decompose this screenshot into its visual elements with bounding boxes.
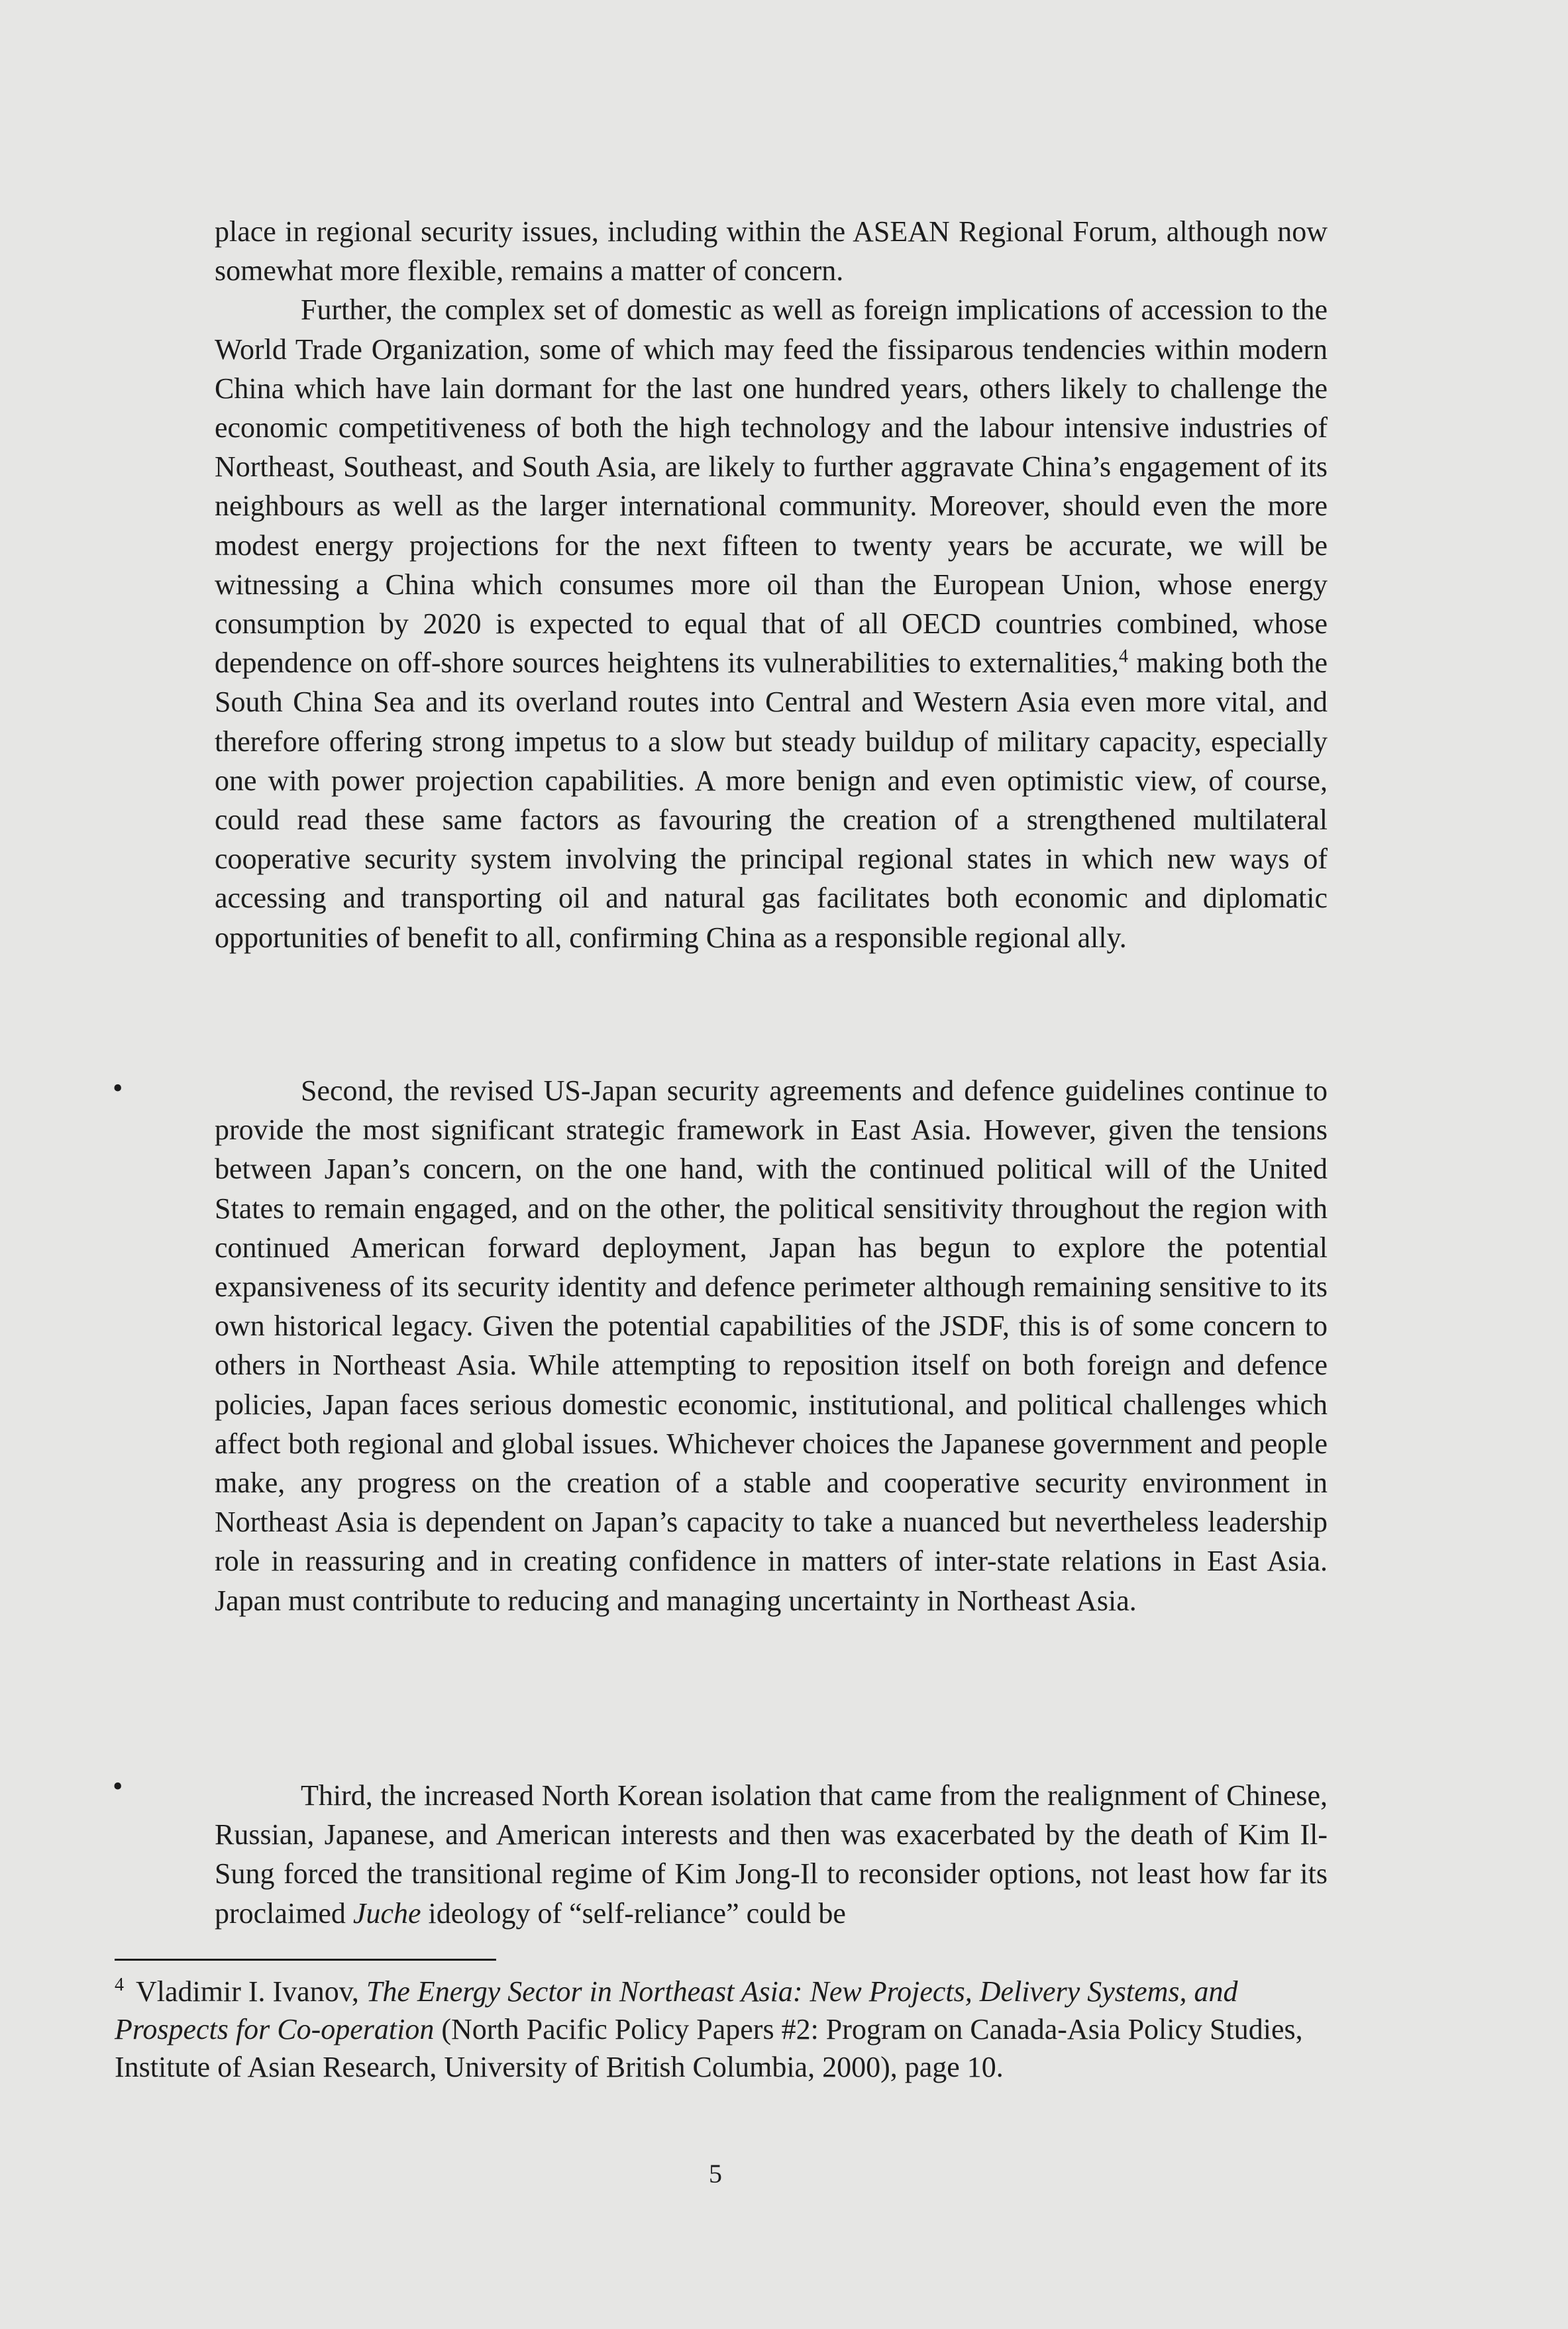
paragraph-further-text-a: Further, the complex set of domestic as well as foreign implications of accession to the World Trade Organization, some of which may feed the fissiparous tendencies within modern China which have lain dormant for the last one hundred years, others likely to challenge the economic competitiveness of both the high technology and the labour intensive industries of Northeast, Southeast, and South Asia, are likely to further aggravate China’s engagement of its neighbours as well as the larger international community. Moreover, should even the more modest energy projections for the next fifteen to twenty years be accurate, we will be witnessing a China which consumes more oil than the European Union, whose energy consumption by 2020 is expected to equal that of all OECD countries combined, whose dependence on off-shore sources heightens its vulnerabilities to externalities, xyxy=(215,293,1328,680)
paragraph-third-text-b: ideology of “self-reliance” could be xyxy=(421,1896,846,1930)
footnote-reference: 4 xyxy=(1119,646,1128,667)
bullet-marker-second: • xyxy=(113,1072,123,1104)
bullet-item-second xyxy=(215,1071,1328,1620)
footnote xyxy=(115,1973,1327,2086)
bullet-item-third xyxy=(215,1776,1328,1933)
footnote-title: The Energy Sector in Northeast Asia: New Projects, Delivery Systems, and Prospects for Co-operation xyxy=(115,1975,1238,2045)
footnote-details: (North Pacific Policy Papers #2: Program on Canada-Asia Policy Studies, Institute of Asian Research, University of British Columbia, 2000), page 10. xyxy=(115,2013,1303,2083)
bullet-marker-third: • xyxy=(113,1770,123,1802)
footnote-number: 4 xyxy=(115,1975,124,1996)
paragraph-third-text-a: Third, the increased North Korean isolation that came from the realignment of Chinese, Russian, Japanese, and American interests and then was exacerbated by the death of Kim Il-Sung forced the transitional regime of Kim Jong-Il to reconsider options, not least how far its proclaimed xyxy=(215,1779,1328,1930)
paragraph-further-text-b: making both the South China Sea and its overland routes into Central and Western Asia even more vital, and therefore offering strong impetus to a slow but steady buildup of military capacity, especially one with power projection capabilities. A more benign and even optimistic view, of course, could read these same factors as favouring the creation of a strengthened multilateral cooperative security system involving the principal regional states in which new ways of accessing and transporting oil and natural gas facilitates both economic and diplomatic opportunities of benefit to all, confirming China as a responsible regional ally. xyxy=(215,647,1328,954)
paragraph-third xyxy=(215,1776,1328,1933)
paragraph-further xyxy=(215,290,1328,957)
paragraph-second-text: Second, the revised US-Japan security agreements and defence guidelines continue to provide the most significant strategic framework in East Asia. However, given the tensions between Japan’s concern, on the one hand, with the continued political will of the United States to remain engaged, and on the other, the political sensitivity throughout the region with continued American forward deployment, Japan has begun to explore the potential expansiveness of its security identity and defence perimeter although remaining sensitive to its own historical legacy. Given the potential capabilities of the JSDF, this is of some concern to others in Northeast Asia. While attempting to reposition itself on both foreign and defence policies, Japan faces serious domestic economic, institutional, and political challenges which affect both regional and global issues. Whichever choices the Japanese government and people make, any progress on the creation of a stable and cooperative security environment in Northeast Asia is dependent on Japan’s capacity to take a nuanced but nevertheless leadership role in reassuring and in creating confidence in matters of inter-state relations in East Asia. Japan must contribute to reducing and managing uncertainty in Northeast Asia. xyxy=(215,1074,1328,1617)
paragraph-second xyxy=(215,1071,1328,1620)
page-number: 5 xyxy=(709,2159,722,2189)
paragraph-continuation: place in regional security issues, including within the ASEAN Regional Forum, although now somewhat more flexible, remains a matter of concern. xyxy=(215,215,1328,287)
intro-section xyxy=(215,212,1328,957)
footnote-author: Vladimir I. Ivanov, xyxy=(136,1975,366,2008)
juche-term: Juche xyxy=(352,1896,421,1930)
footnote-divider xyxy=(115,1959,496,1961)
